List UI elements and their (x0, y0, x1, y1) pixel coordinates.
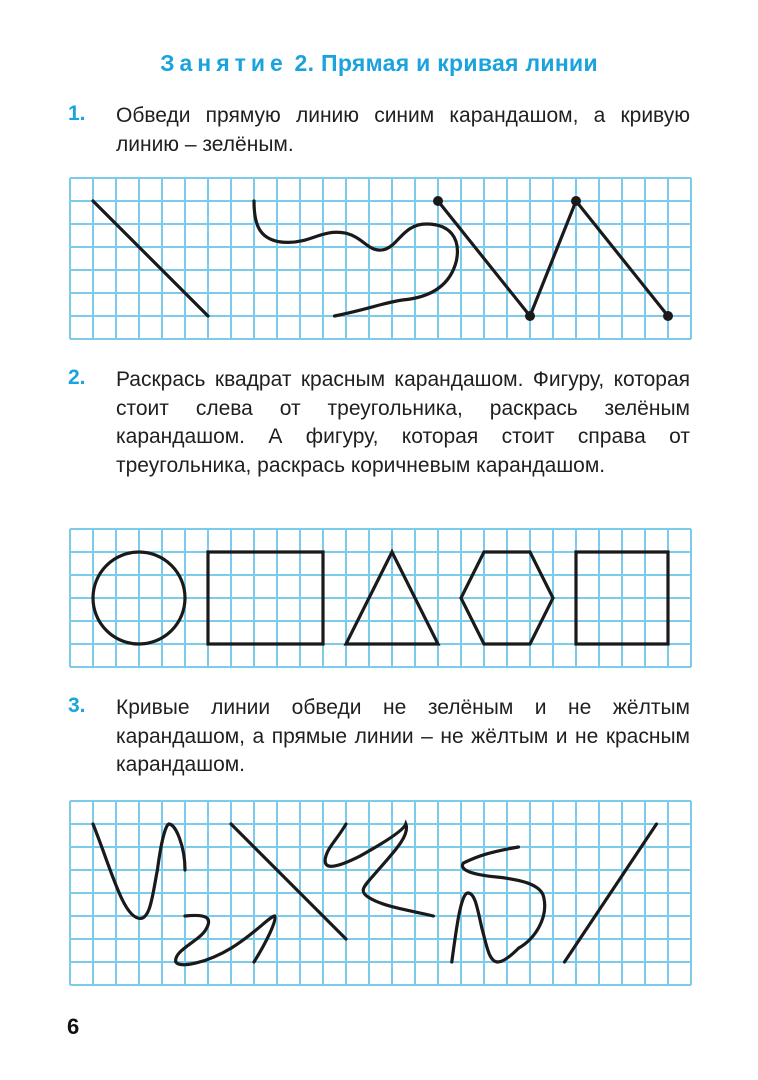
lesson-title (0, 50, 758, 77)
task-number: 1. (68, 102, 86, 125)
straight-line (93, 201, 208, 316)
grid-lines-exercise (68, 176, 693, 341)
task-3 (68, 694, 690, 784)
task-text: Кривые линии обведи не зелёным и не жёлтым карандашом, а прямые линии – не жёлтым и не красным карандашом. (116, 696, 690, 776)
lesson-title-word: Занятие (160, 50, 288, 76)
curved-line (254, 201, 457, 316)
grid-shapes-exercise (68, 527, 693, 669)
task-number: 3. (68, 694, 86, 717)
task-number: 2. (68, 366, 86, 389)
vertex-dot (433, 196, 443, 206)
task-2 (68, 366, 690, 511)
page-number: 6 (67, 1014, 80, 1039)
grid-paper (68, 527, 693, 669)
grid-curves-exercise (68, 799, 693, 987)
curve-loop-low (176, 915, 275, 964)
straight-diagonal-down (231, 824, 346, 939)
task-1 (68, 102, 690, 162)
vertex-dot (663, 311, 673, 321)
grid-paper (68, 799, 693, 987)
task-text: Раскрась квадрат красным карандашом. Фигуру, которая стоит слева от треугольника, раскрась зелёным карандашом. А фигуру, которая стоит справа от треугольника, раскрась коричневым карандашом. (116, 368, 690, 477)
lesson-title-rest: 2. Прямая и кривая линии (287, 50, 598, 76)
task-text: Обведи прямую линию синим карандашом, а кривую линию – зелёным. (116, 104, 690, 156)
vertex-dot (525, 311, 535, 321)
grid-paper (68, 176, 693, 341)
vertex-dot (571, 196, 581, 206)
